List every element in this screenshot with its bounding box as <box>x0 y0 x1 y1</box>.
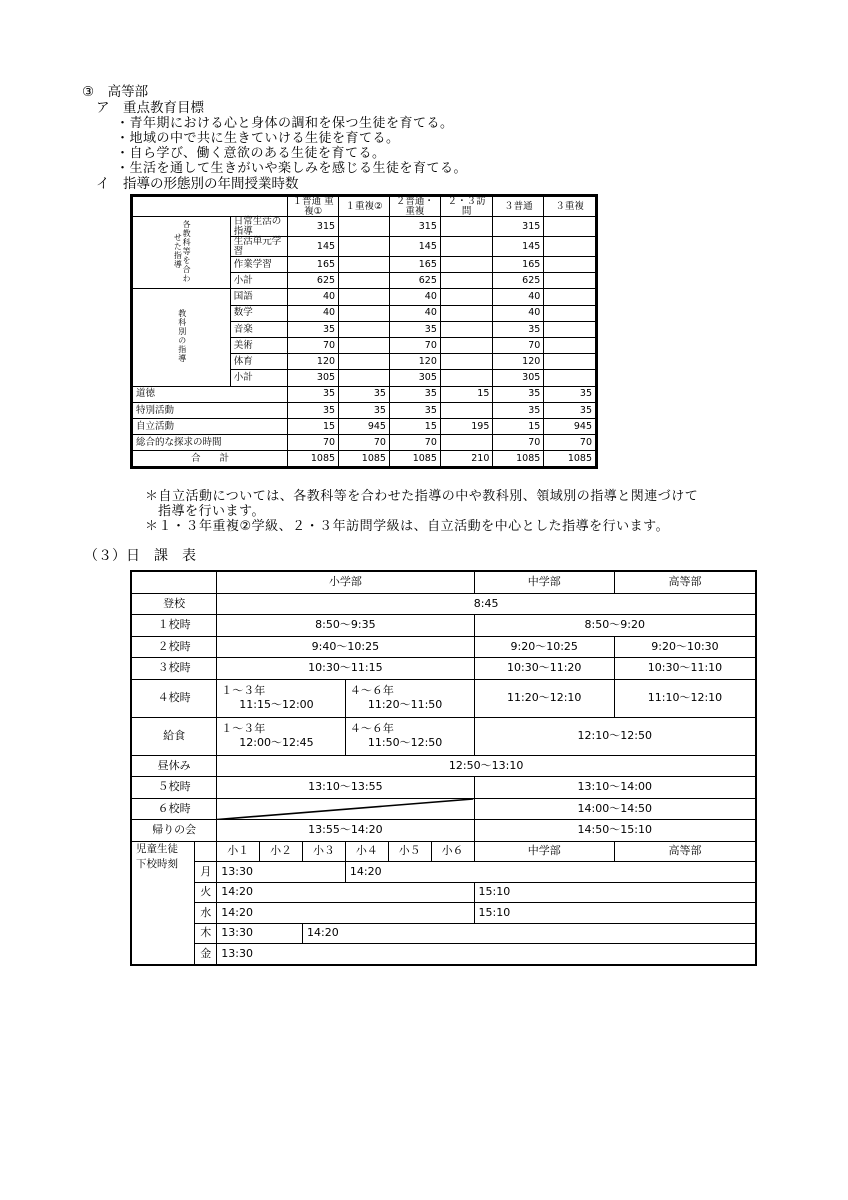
table-cell: 35 <box>389 386 440 402</box>
schedule-cell: 10:30～11:15 <box>217 658 474 680</box>
schedule-cell: 10:30～11:20 <box>474 658 614 680</box>
schedule-cell: 11:20～12:10 <box>474 679 614 717</box>
goal-item: ・自ら学び、働く意欲のある生徒を育てる。 <box>116 146 386 161</box>
schedule-row <box>131 658 756 680</box>
schedule-cell: 9:40～10:25 <box>217 636 474 658</box>
table-cell <box>440 354 493 370</box>
grade-range: １～３年 <box>221 721 266 735</box>
table-cell: 40 <box>493 289 544 305</box>
header-blank <box>131 571 217 593</box>
table-row <box>132 386 597 402</box>
note-text: ＊１・３年重複②学級、２・３年訪問学級は、自立活動を中心とした指導を行います。 <box>145 519 670 534</box>
no-class-diagonal-cell <box>217 798 474 820</box>
row-label: 体育 <box>230 354 287 370</box>
row-label: 給食 <box>131 717 217 755</box>
row-label: 小計 <box>230 370 287 386</box>
section-heading: ③ 高等部 <box>82 84 149 100</box>
table-cell <box>544 237 597 257</box>
schedule-row <box>131 679 756 717</box>
schedule-cell: 13:10～13:55 <box>217 777 474 799</box>
schedule-cell <box>217 717 346 755</box>
row-label: 登校 <box>131 593 217 615</box>
table-cell: 195 <box>440 418 493 434</box>
time-range: 11:50～12:50 <box>367 736 443 749</box>
row-label: ６校時 <box>131 798 217 820</box>
grade-header: 小２ <box>260 841 303 862</box>
table-row <box>132 418 597 434</box>
grade-header: 高等部 <box>614 841 756 862</box>
table-cell: 40 <box>389 305 440 321</box>
schedule-row <box>131 755 756 777</box>
table-cell: 35 <box>288 321 339 337</box>
table-cell <box>339 217 390 237</box>
table-cell <box>339 321 390 337</box>
table-cell <box>440 337 493 353</box>
weekday-label: 月 <box>195 862 217 883</box>
total-label: 合 計 <box>132 451 288 468</box>
grade-header: 小４ <box>345 841 388 862</box>
dismissal-time: 13:30 <box>217 923 303 944</box>
table-cell: 945 <box>544 418 597 434</box>
dismissal-time: 14:20 <box>345 862 756 883</box>
table-cell: 15 <box>493 418 544 434</box>
schedule-header-row <box>131 571 756 593</box>
schedule-row <box>131 636 756 658</box>
header-blank <box>195 841 217 862</box>
dismissal-time: 14:20 <box>217 903 474 924</box>
table-cell: 70 <box>389 435 440 451</box>
dismissal-header-row <box>131 841 756 862</box>
grade-header: 小５ <box>388 841 431 862</box>
table-cell <box>544 370 597 386</box>
dismissal-time: 13:30 <box>217 862 346 883</box>
table-cell: 1085 <box>544 451 597 468</box>
table-cell: 35 <box>493 386 544 402</box>
hours-heading: イ 指導の形態別の年間授業時数 <box>96 176 299 192</box>
dismissal-time: 15:10 <box>474 903 756 924</box>
dismissal-time: 14:20 <box>217 882 474 903</box>
table-cell <box>544 305 597 321</box>
table-cell: 70 <box>288 435 339 451</box>
dismissal-row <box>131 862 756 883</box>
table-header-row <box>132 196 597 217</box>
schedule-cell <box>217 679 346 717</box>
weekday-label: 金 <box>195 944 217 965</box>
row-label: 昼休み <box>131 755 217 777</box>
table-cell: 35 <box>544 386 597 402</box>
schedule-cell: 8:50～9:35 <box>217 615 474 637</box>
table-cell <box>339 305 390 321</box>
grade-header: 小１ <box>217 841 260 862</box>
table-cell <box>440 289 493 305</box>
table-cell: 40 <box>493 305 544 321</box>
header-elementary: 小学部 <box>217 571 474 593</box>
group-label: 教科別の指導 <box>132 289 231 386</box>
grade-header: 中学部 <box>474 841 614 862</box>
time-range: 11:15～12:00 <box>239 698 314 711</box>
row-label: 数学 <box>230 305 287 321</box>
dismissal-label-line: 下校時刻 <box>136 858 178 871</box>
table-cell <box>339 273 390 289</box>
schedule-row <box>131 777 756 799</box>
table-cell: 70 <box>493 435 544 451</box>
table-row <box>132 435 597 451</box>
time-range: 11:20～11:50 <box>367 698 443 711</box>
goal-item: ・青年期における心と身体の調和を保つ生徒を育てる。 <box>116 116 454 131</box>
header-blank <box>132 196 288 217</box>
table-cell: 305 <box>493 370 544 386</box>
table-cell: 70 <box>389 337 440 353</box>
schedule-cell: 9:20～10:30 <box>614 636 756 658</box>
schedule-cell: 13:10～14:00 <box>474 777 756 799</box>
table-cell <box>544 217 597 237</box>
table-cell: 120 <box>493 354 544 370</box>
table-cell: 15 <box>440 386 493 402</box>
schedule-cell: 11:10～12:10 <box>614 679 756 717</box>
dismissal-time: 15:10 <box>474 882 756 903</box>
table-cell <box>339 354 390 370</box>
grade-header: 小３ <box>303 841 346 862</box>
table-cell: 35 <box>339 402 390 418</box>
table-cell <box>339 337 390 353</box>
table-cell: 70 <box>339 435 390 451</box>
grade-range: １～３年 <box>221 683 266 697</box>
note-text: 指導を行います。 <box>158 504 265 519</box>
table-cell <box>544 337 597 353</box>
schedule-title: （３）日 課 表 <box>84 548 196 564</box>
time-range: 12:00～12:45 <box>239 736 314 749</box>
table-cell <box>440 257 493 273</box>
table-cell: 35 <box>389 321 440 337</box>
schedule-cell: 8:50～9:20 <box>474 615 756 637</box>
schedule-cell: 12:10～12:50 <box>474 717 756 755</box>
table-row <box>132 289 597 305</box>
dismissal-row <box>131 882 756 903</box>
annual-hours-table <box>130 194 598 469</box>
dismissal-row <box>131 903 756 924</box>
weekday-label: 水 <box>195 903 217 924</box>
row-label: ４校時 <box>131 679 217 717</box>
column-header: １普通 重複① <box>288 196 339 217</box>
row-label: 国語 <box>230 289 287 305</box>
table-cell: 1085 <box>389 451 440 468</box>
table-cell <box>544 289 597 305</box>
schedule-cell: 12:50～13:10 <box>217 755 756 777</box>
column-header: ３重複 <box>544 196 597 217</box>
table-cell <box>440 237 493 257</box>
table-cell <box>440 305 493 321</box>
schedule-cell: 9:20～10:25 <box>474 636 614 658</box>
column-header: ２・３訪問 <box>440 196 493 217</box>
schedule-cell: 10:30～11:10 <box>614 658 756 680</box>
row-label: 日常生活の指導 <box>230 217 287 237</box>
table-cell: 165 <box>288 257 339 273</box>
table-cell: 315 <box>288 217 339 237</box>
table-cell: 210 <box>440 451 493 468</box>
table-cell: 35 <box>339 386 390 402</box>
schedule-cell: 14:00～14:50 <box>474 798 756 820</box>
table-cell: 35 <box>288 402 339 418</box>
table-cell <box>339 370 390 386</box>
table-cell: 40 <box>288 289 339 305</box>
schedule-cell <box>345 679 474 717</box>
column-header: ３普通 <box>493 196 544 217</box>
schedule-row <box>131 615 756 637</box>
dismissal-row <box>131 944 756 965</box>
weekday-label: 木 <box>195 923 217 944</box>
goal-item: ・地域の中で共に生きていける生徒を育てる。 <box>116 131 400 146</box>
table-row <box>132 402 597 418</box>
table-cell: 625 <box>288 273 339 289</box>
schedule-row <box>131 798 756 820</box>
table-cell: 165 <box>493 257 544 273</box>
table-cell <box>544 257 597 273</box>
table-row <box>132 217 597 237</box>
schedule-row <box>131 593 756 615</box>
table-cell <box>544 273 597 289</box>
table-cell: 70 <box>544 435 597 451</box>
table-cell: 315 <box>493 217 544 237</box>
table-cell: 70 <box>288 337 339 353</box>
group-label: 各教科等を合わせた指導 <box>132 217 231 289</box>
column-header: １重複② <box>339 196 390 217</box>
column-header: ２普通・重複 <box>389 196 440 217</box>
row-label: 自立活動 <box>132 418 288 434</box>
table-cell: 40 <box>288 305 339 321</box>
table-cell: 120 <box>389 354 440 370</box>
table-cell: 15 <box>288 418 339 434</box>
table-cell: 305 <box>389 370 440 386</box>
row-label: 音楽 <box>230 321 287 337</box>
schedule-cell: 13:55～14:20 <box>217 820 474 842</box>
row-label: １校時 <box>131 615 217 637</box>
row-label: ２校時 <box>131 636 217 658</box>
row-label: 作業学習 <box>230 257 287 273</box>
table-cell <box>339 289 390 305</box>
dismissal-label-line: 児童生徒 <box>136 842 178 855</box>
total-row <box>132 451 597 468</box>
goal-item: ・生活を通して生きがいや楽しみを感じる生徒を育てる。 <box>116 161 468 176</box>
schedule-cell: 8:45 <box>217 593 756 615</box>
schedule-cell: 14:50～15:10 <box>474 820 756 842</box>
table-cell: 1085 <box>288 451 339 468</box>
row-label: 特別活動 <box>132 402 288 418</box>
grade-range: ４～６年 <box>349 683 394 697</box>
grade-range: ４～６年 <box>349 721 394 735</box>
table-cell <box>339 237 390 257</box>
row-label: 生活単元学習 <box>230 237 287 257</box>
table-cell: 120 <box>288 354 339 370</box>
schedule-row <box>131 820 756 842</box>
dismissal-time: 13:30 <box>217 944 756 965</box>
dismissal-row <box>131 923 756 944</box>
table-cell: 40 <box>389 289 440 305</box>
header-high: 高等部 <box>614 571 756 593</box>
row-label: 道徳 <box>132 386 288 402</box>
grade-header: 小６ <box>431 841 474 862</box>
table-cell: 165 <box>389 257 440 273</box>
table-cell <box>440 217 493 237</box>
header-junior-high: 中学部 <box>474 571 614 593</box>
table-cell: 625 <box>493 273 544 289</box>
schedule-cell <box>345 717 474 755</box>
table-cell: 1085 <box>339 451 390 468</box>
table-cell: 945 <box>339 418 390 434</box>
table-cell <box>440 273 493 289</box>
table-cell: 15 <box>389 418 440 434</box>
table-cell: 35 <box>544 402 597 418</box>
table-cell: 70 <box>493 337 544 353</box>
table-cell: 1085 <box>493 451 544 468</box>
table-cell: 625 <box>389 273 440 289</box>
table-cell: 145 <box>493 237 544 257</box>
table-cell: 35 <box>288 386 339 402</box>
table-cell <box>440 402 493 418</box>
table-cell: 35 <box>493 321 544 337</box>
table-cell <box>544 354 597 370</box>
table-cell: 145 <box>288 237 339 257</box>
table-cell: 145 <box>389 237 440 257</box>
row-label: ５校時 <box>131 777 217 799</box>
table-cell <box>440 321 493 337</box>
goals-heading: ア 重点教育目標 <box>96 100 204 116</box>
table-cell: 35 <box>493 402 544 418</box>
row-label: 総合的な探求の時間 <box>132 435 288 451</box>
table-cell <box>339 257 390 273</box>
table-cell: 305 <box>288 370 339 386</box>
note-text: ＊自立活動については、各教科等を合わせた指導の中や教科別、領域別の指導と関連づけて <box>145 489 699 504</box>
weekday-label: 火 <box>195 882 217 903</box>
schedule-row <box>131 717 756 755</box>
dismissal-label <box>131 841 195 965</box>
table-cell: 35 <box>389 402 440 418</box>
dismissal-time: 14:20 <box>303 923 757 944</box>
diagonal-line <box>217 799 473 820</box>
table-cell <box>440 370 493 386</box>
row-label: 帰りの会 <box>131 820 217 842</box>
daily-schedule-table <box>130 570 757 966</box>
table-cell <box>544 321 597 337</box>
row-label: ３校時 <box>131 658 217 680</box>
table-cell <box>440 435 493 451</box>
table-cell: 315 <box>389 217 440 237</box>
row-label: 美術 <box>230 337 287 353</box>
row-label: 小計 <box>230 273 287 289</box>
